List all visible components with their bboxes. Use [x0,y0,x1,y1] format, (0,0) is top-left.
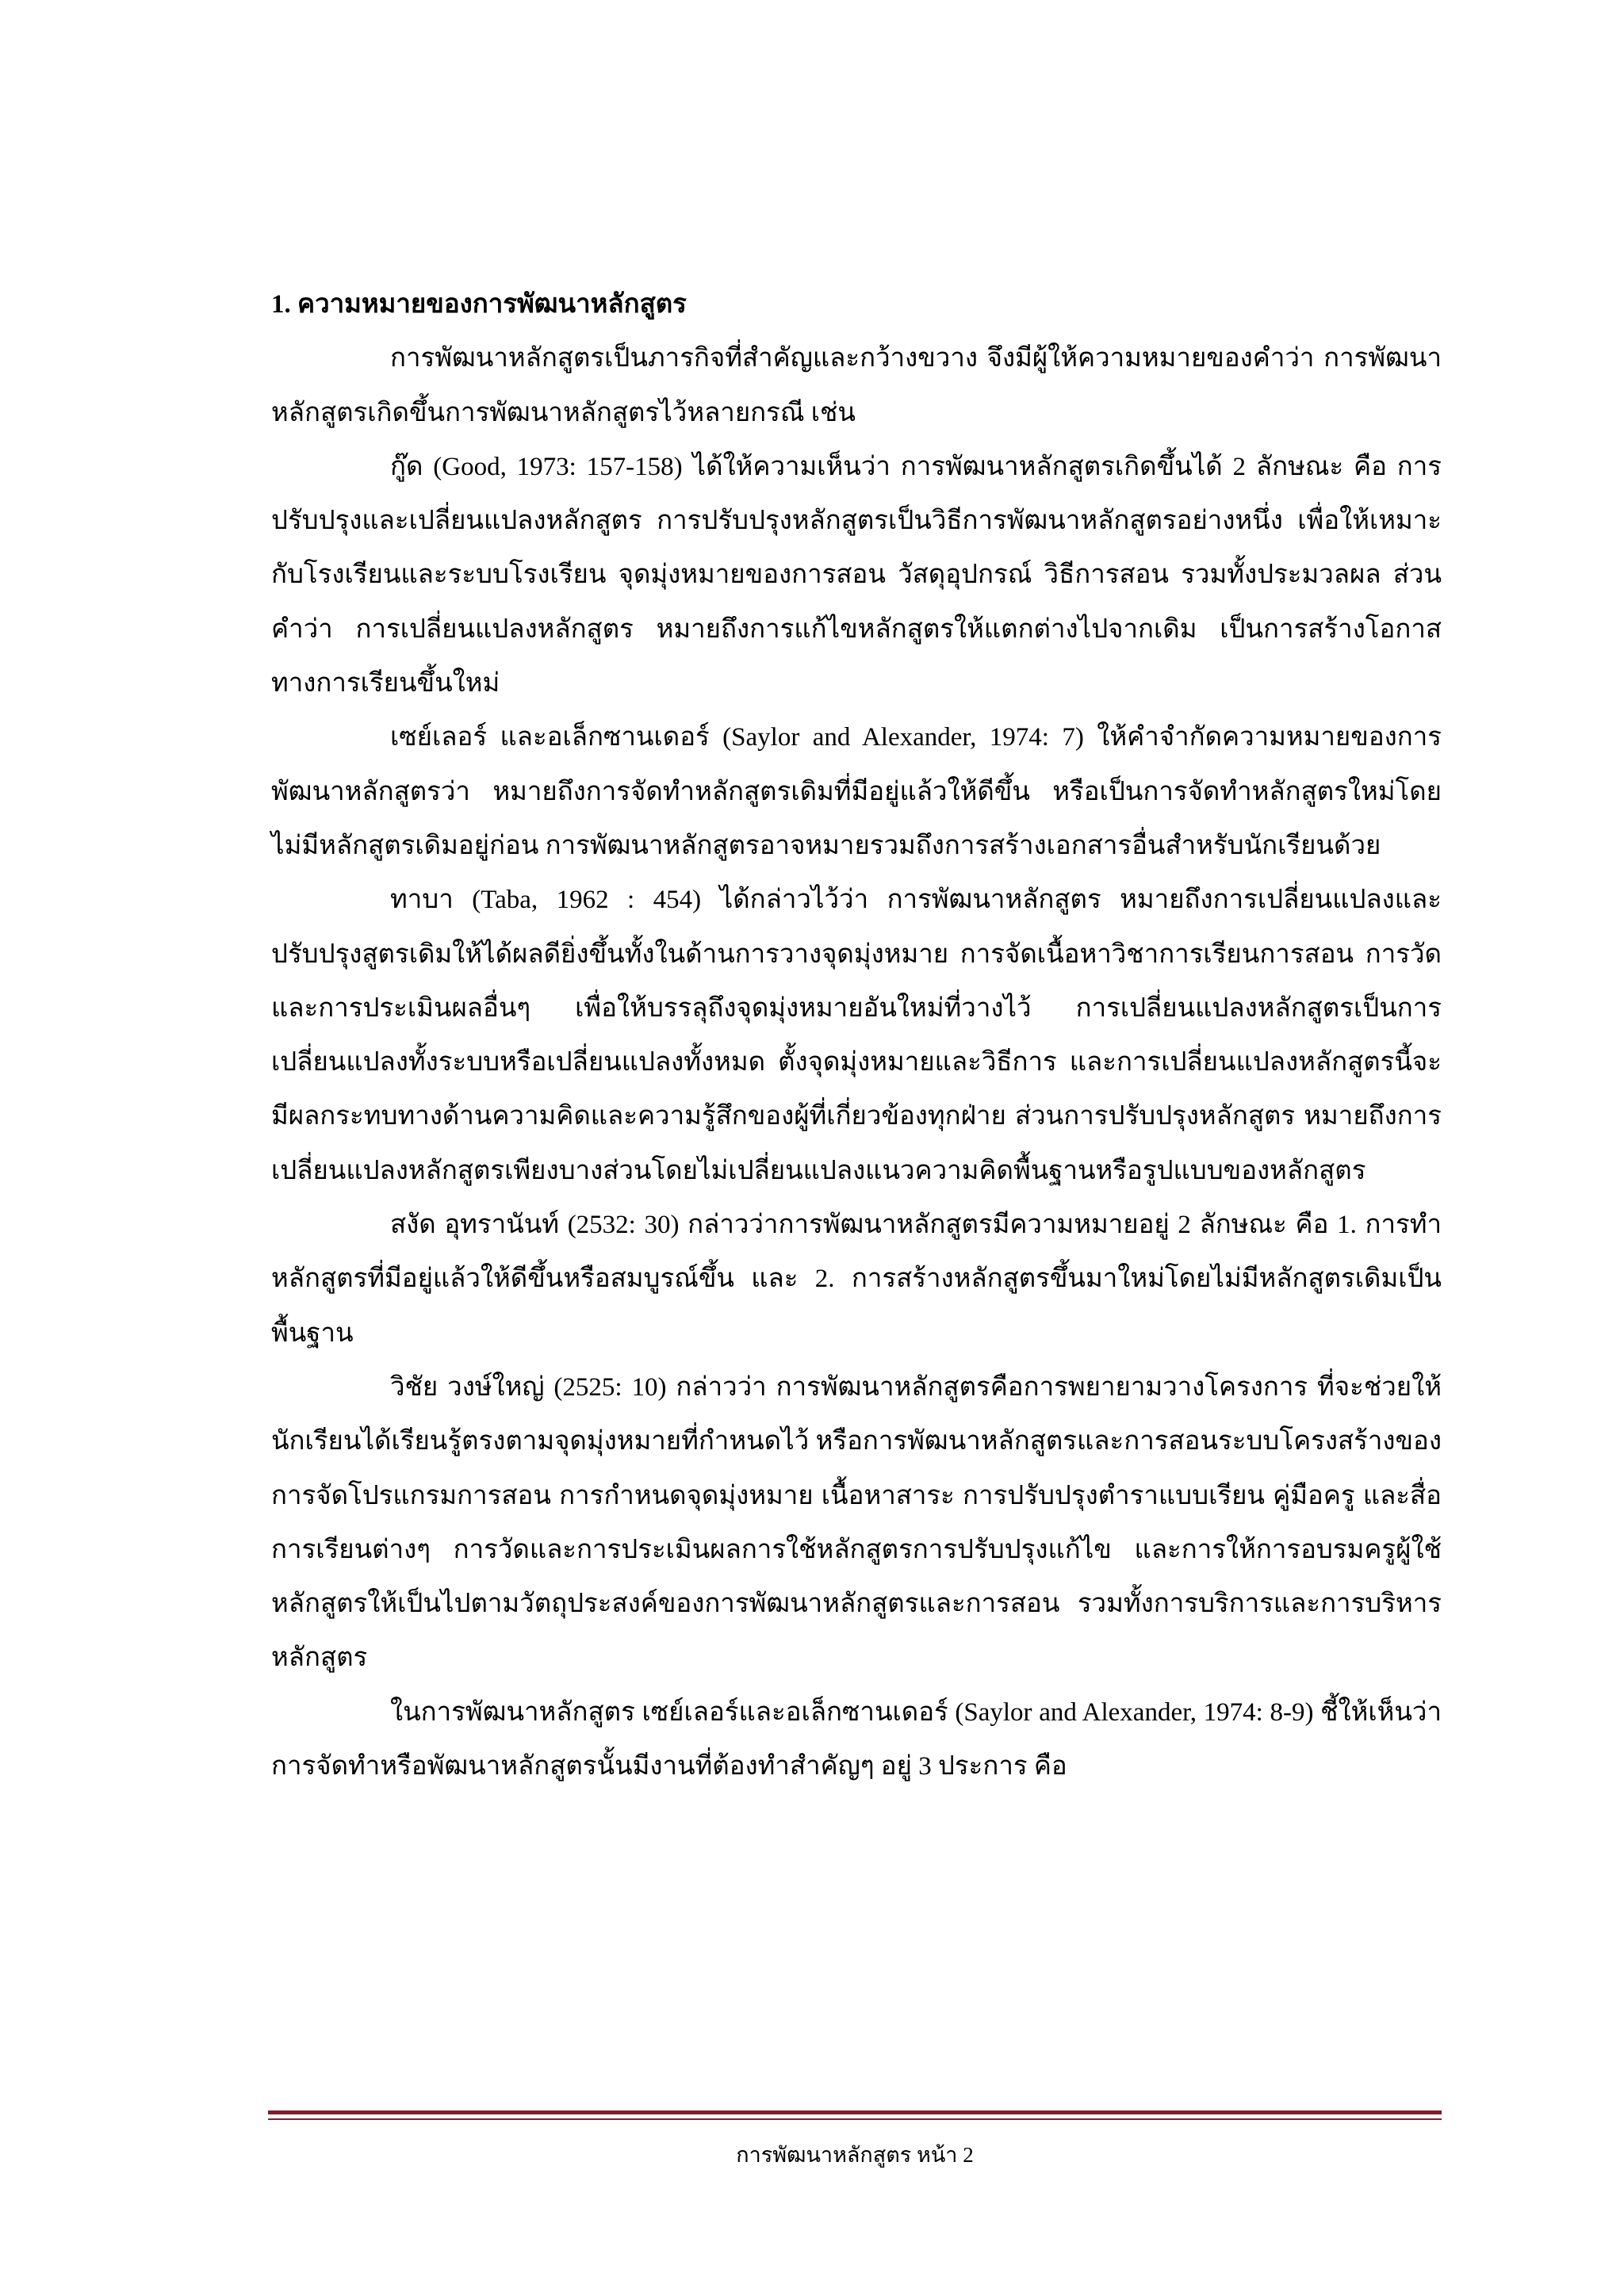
page-body [271,277,1442,1793]
paragraph-intro: การพัฒนาหลักสูตรเป็นภารกิจที่สำคัญและกว้างขวาง จึงมีผู้ให้ความหมายของคำว่า การพัฒนาหลักสูตรเกิดขึ้นการพัฒนาหลักสูตรไว้หลายกรณี เช่น [271,344,1442,427]
section-heading: 1. ความหมายของการพัฒนาหลักสูตร [271,290,687,319]
paragraph-saylor-alexander: เซย์เลอร์ และอเล็กซานเดอร์ (Saylor and Alexander, 1974: 7) ให้คำจำกัดความหมายของการพัฒนาหลักสูตรว่า หมายถึงการจัดทำหลักสูตรเดิมที่มีอยู่แล้วให้ดีขึ้น หรือเป็นการจัดทำหลักสูตรใหม่โดยไม่มีหลักสูตรเดิมอยู่ก่อน การพัฒนาหลักสูตรอาจหมายรวมถึงการสร้างเอกสารอื่นสำหรับนักเรียนด้วย [271,723,1442,860]
footer-rule-thin [268,2118,1442,2120]
page-footer: การพัฒนาหลักสูตร หน้า 2 [736,2143,974,2167]
paragraph-taba: ทาบา (Taba, 1962 : 454) ได้กล่าวไว้ว่า การพัฒนาหลักสูตร หมายถึงการเปลี่ยนแปลงและปรับปรุงสูตรเดิมให้ได้ผลดียิ่งขึ้นทั้งในด้านการวางจุดมุ่งหมาย การจัดเนื้อหาวิชาการเรียนการสอน การวัดและการประเมินผลอื่นๆ เพื่อให้บรรลุถึงจุดมุ่งหมายอันใหม่ที่วางไว้ การเปลี่ยนแปลงหลักสูตรเป็นการเปลี่ยนแปลงทั้งระบบหรือเปลี่ยนแปลงทั้งหมด ตั้งจุดมุ่งหมายและวิธีการ และการเปลี่ยนแปลงหลักสูตรนี้จะมีผลกระทบทางด้านความคิดและความรู้สึกของผู้ที่เกี่ยวข้องทุกฝ่าย ส่วนการปรับปรุงหลักสูตร หมายถึงการเปลี่ยนแปลงหลักสูตรเพียงบางส่วนโดยไม่เปลี่ยนแปลงแนวความคิดพื้นฐานหรือรูปแบบของหลักสูตร [271,886,1442,1185]
footer-rule-thick [268,2110,1442,2114]
paragraph-development-tasks: ในการพัฒนาหลักสูตร เซย์เลอร์และอเล็กซานเดอร์ (Saylor and Alexander, 1974: 8-9) ชี้ให้เห็นว่า การจัดทำหรือพัฒนาหลักสูตรนั้นมีงานที่ต้องทำสำคัญๆ อยู่ 3 ประการ คือ [271,1697,1442,1781]
paragraph-good: กู๊ด (Good, 1973: 157-158) ได้ให้ความเห็นว่า การพัฒนาหลักสูตรเกิดขึ้นได้ 2 ลักษณะ คือ การปรับปรุงและเปลี่ยนแปลงหลักสูตร การปรับปรุงหลักสูตรเป็นวิธีการพัฒนาหลักสูตรอย่างหนึ่ง เพื่อให้เหมาะกับโรงเรียนและระบบโรงเรียน จุดมุ่งหมายของการสอน วัสดุอุปกรณ์ วิธีการสอน รวมทั้งประมวลผล ส่วนคำว่า การเปลี่ยนแปลงหลักสูตร หมายถึงการแก้ไขหลักสูตรให้แตกต่างไปจากเดิม เป็นการสร้างโอกาสทางการเรียนขึ้นใหม่ [271,452,1442,698]
paragraph-sangad: สงัด อุทรานันท์ (2532: 30) กล่าวว่าการพัฒนาหลักสูตรมีความหมายอยู่ 2 ลักษณะ คือ 1. การทำหลักสูตรที่มีอยู่แล้วให้ดีขึ้นหรือสมบูรณ์ขึ้น และ 2. การสร้างหลักสูตรขึ้นมาใหม่โดยไม่มีหลักสูตรเดิมเป็นพื้นฐาน [271,1211,1442,1348]
paragraph-wichai: วิชัย วงษ์ใหญ่ (2525: 10) กล่าวว่า การพัฒนาหลักสูตรคือการพยายามวางโครงการ ที่จะช่วยให้นักเรียนได้เรียนรู้ตรงตามจุดมุ่งหมายที่กำหนดไว้ หรือการพัฒนาหลักสูตรและการสอนระบบโครงสร้างของการจัดโปรแกรมการสอน การกำหนดจุดมุ่งหมาย เนื้อหาสาระ การปรับปรุงตำราแบบเรียน คู่มือครู และสื่อการเรียนต่างๆ การวัดและการประเมินผลการใช้หลักสูตรการปรับปรุงแก้ไข และการให้การอบรมครูผู้ใช้หลักสูตรให้เป็นไปตามวัตถุประสงค์ของการพัฒนาหลักสูตรและการสอน รวมทั้งการบริการและการบริหารหลักสูตร [271,1372,1442,1673]
